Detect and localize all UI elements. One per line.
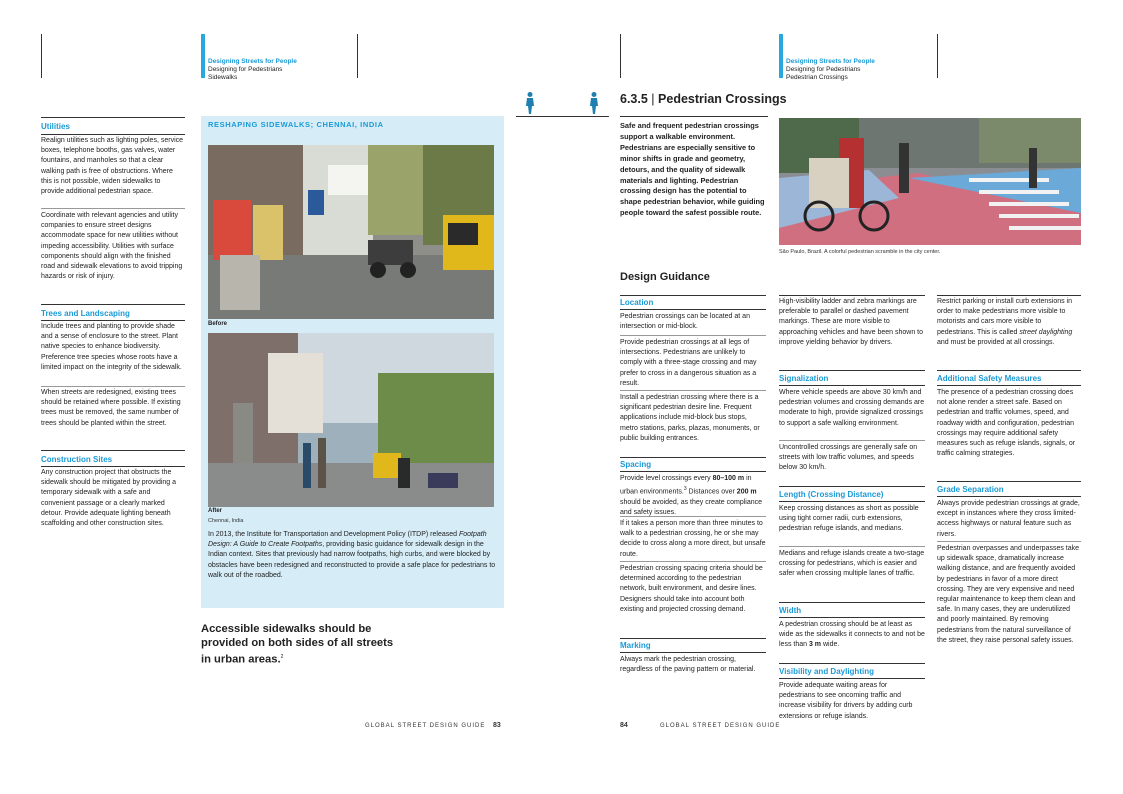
case-study-title: RESHAPING SIDEWALKS; CHENNAI, INDIA (208, 120, 384, 129)
paragraph-divider (41, 208, 185, 209)
section-rule (620, 295, 766, 296)
after-location-caption: Chennai, India (208, 518, 244, 524)
section-number: 6.3.5 (620, 92, 648, 106)
section-rule (620, 652, 766, 653)
spacing-text: should be avoided, as they create compliance and safety issues. (620, 498, 763, 516)
section-rule (779, 370, 925, 371)
case-text-title: Footpath Design: A Guide to Create Footpaths (208, 531, 487, 549)
spacing-paragraph: Pedestrian crossing spacing criteria should be determined according to the pedestrian network, built environment, and desire lines. Designers should take into account both existing and projected crossing demand. (620, 565, 763, 613)
spacing-value: 200 m (736, 488, 757, 496)
spacing-text: Provide level crossings every (620, 475, 713, 482)
spacing-title: Spacing (620, 460, 652, 469)
visibility-paragraph: Provide adequate waiting areas for pedestrians to see oncoming traffic and increase visibility for drivers by adding curb extensions or refuge islands. (779, 682, 913, 720)
section-rule (937, 295, 1081, 296)
utilities-body (41, 136, 185, 201)
safety-body (937, 388, 1081, 463)
section-rule (937, 370, 1081, 371)
pull-quote (201, 622, 401, 667)
intro-text: Safe and frequent pedestrian crossings support a walkable environment. Pedestrians are especially sensitive to minor shifts in grade and geometry, detours, and the quality of sidewalk materials and lighting. Pedestrian crossing design has the potential to shape pedestrian behavior, while guiding people toward the safest possible route. (620, 121, 765, 218)
signalization-paragraph: Where vehicle speeds are above 30 km/h and pedestrian volumes and crossing demands are moderate to high, provide signalized crossings to support a safe walking environment. (779, 389, 925, 427)
paragraph-divider (620, 516, 766, 517)
paragraph-divider (937, 541, 1081, 542)
photo-caption: São Paulo, Brazil. A colorful pedestrian scramble in the city center. (779, 249, 941, 255)
footer-title: GLOBAL STREET DESIGN GUIDE (660, 723, 781, 729)
utilities-paragraph: Coordinate with relevant agencies and utility companies to ensure street designs accommodate space for new utilities without impeding accessibility. Utilities with surface components should align with the finished road and sidewalk elevations to avoid tripping hazards or risk of injury. (41, 212, 183, 281)
gutter-rule (516, 116, 609, 117)
width-text: wide. (821, 641, 840, 649)
section-rule (779, 295, 925, 296)
spacing-paragraph (620, 474, 766, 518)
paragraph-divider (41, 386, 185, 387)
section-rule (620, 638, 766, 639)
margin-line (620, 34, 621, 78)
section-rule (779, 486, 925, 487)
section-rule (779, 678, 925, 679)
location-paragraph: Pedestrian crossings can be located at an intersection or mid-block. (620, 313, 750, 331)
signalization-body-2 (779, 443, 925, 478)
after-photo (208, 333, 494, 507)
signalization-title: Signalization (779, 374, 829, 383)
section-rule (937, 481, 1081, 482)
breadcrumb-level-3: Sidewalks (208, 74, 238, 81)
breadcrumb-level-1: Designing Streets for People (786, 58, 875, 65)
section-rule (41, 466, 185, 467)
pedestrian-icon (588, 92, 600, 119)
location-paragraph: Install a pedestrian crossing where there is a significant pedestrian desire line. Frequent applications include mid-block bus stops, metro stations, parks, plazas, monuments, or public building entrances. (620, 394, 760, 442)
width-paragraph (779, 620, 925, 651)
marking-title: Marking (620, 641, 651, 650)
section-rule (41, 450, 185, 451)
visibility-body (779, 681, 925, 726)
spacing-paragraph: If it takes a person more than three minutes to walk to a pedestrian crossing, he or she may decide to cross along a more direct, but unsafe route. (620, 520, 766, 558)
location-body-3 (620, 393, 766, 448)
signalization-paragraph: Uncontrolled crossings are generally safe on streets with low traffic volumes, and speeds below 30 km/h. (779, 444, 918, 472)
before-label: Before (208, 321, 228, 327)
daylighting-text: Restrict parking or install curb extensions in order to make pedestrians more visible to motorists and cars more visible to pedestrians. This is called (937, 298, 1073, 336)
section-rule (937, 385, 1081, 386)
paragraph-divider (620, 561, 766, 562)
location-body (620, 312, 766, 336)
margin-line (937, 34, 938, 78)
marking-body (620, 655, 766, 679)
section-rule (41, 320, 185, 321)
width-text: A pedestrian crossing should be at least as wide as the sidewalks it connects to and not be less than (779, 621, 925, 649)
section-heading: Pedestrian Crossings (658, 92, 787, 106)
spacing-text: in urban environments. (620, 475, 752, 496)
marking-continued (779, 297, 925, 352)
section-rule (779, 617, 925, 618)
paragraph-divider (779, 440, 925, 441)
visibility-continued (937, 297, 1081, 352)
breadcrumb (208, 58, 297, 82)
footer-title: GLOBAL STREET DESIGN GUIDE (365, 723, 486, 729)
utilities-paragraph: Realign utilities such as lighting poles, service boxes, telephone booths, gas valves, water fountains, and manholes so that a clear walking path is free of obstructions. Where this is not possible, widen sidewalks to provide additional pedestrian space. (41, 137, 184, 196)
section-rule (937, 496, 1081, 497)
spacing-value: 80–100 m (712, 475, 745, 482)
section-rule (620, 457, 766, 458)
section-rule (620, 309, 766, 310)
paragraph-divider (620, 390, 766, 391)
daylighting-term: street daylighting (1019, 328, 1073, 336)
section-rule (779, 385, 925, 386)
trees-paragraph: When streets are redesigned, existing trees should be retained where possible. If existing trees must be removed, the same number of trees should be planted within the street. (41, 389, 181, 427)
grade-title: Grade Separation (937, 485, 1004, 494)
section-rule (779, 602, 925, 603)
trees-title: Trees and Landscaping (41, 309, 130, 318)
utilities-title: Utilities (41, 122, 70, 131)
safety-title: Additional Safety Measures (937, 374, 1042, 383)
section-rule (779, 501, 925, 502)
utilities-body-2 (41, 211, 185, 286)
breadcrumb-level-2: Designing for Pedestrians (786, 66, 861, 73)
paragraph-divider (620, 335, 766, 336)
visibility-paragraph (937, 297, 1081, 348)
width-value: 3 m (808, 641, 822, 649)
spacing-body-3 (620, 564, 766, 619)
length-body (779, 504, 925, 539)
width-title: Width (779, 606, 802, 615)
case-text-part: , providing basic guidance for sidewalk design in the Indian context. Sites that previously had narrow footpaths, high curbs, and were blocked by obstacles have been redesigned and reconstructed to provide a safe place for pedestrians to walk out of the roadbed. (208, 541, 496, 579)
location-title: Location (620, 298, 654, 307)
spacing-text: Distances over (686, 488, 737, 496)
heading-rule (620, 116, 768, 117)
breadcrumb-level-3: Pedestrian Crossings (786, 74, 848, 81)
margin-line (41, 34, 42, 78)
width-body (779, 620, 925, 655)
section-rule (779, 663, 925, 664)
breadcrumb-level-1: Designing Streets for People (208, 58, 297, 65)
safety-paragraph: The presence of a pedestrian crossing does not alone render a street safe. Based on pedestrian and traffic volumes, speed, and roadway width and configuration, pedestrian crossings may require additional safety measures such as refuge islands, signals, or traffic calming strategies. (937, 389, 1076, 458)
length-body-2 (779, 549, 925, 584)
marking-paragraph: High-visibility ladder and zebra markings are preferable to parallel or dashed pavement markings. These are more visible to approaching vehicles and have been shown to improve yielding behavior by drivers. (779, 298, 923, 346)
trees-body (41, 322, 185, 377)
heading-separator: | (651, 92, 655, 106)
page-number: 83 (493, 722, 501, 729)
construction-title: Construction Sites (41, 455, 113, 464)
section-rule (41, 117, 185, 118)
grade-body (937, 499, 1081, 544)
daylighting-text: and must be provided at all crossings. (937, 338, 1055, 346)
spacing-body (620, 474, 766, 522)
length-paragraph: Keep crossing distances as short as possible using tight corner radii, curb extensions, pedestrian refuge islands, and medians. (779, 505, 919, 533)
design-guidance-heading: Design Guidance (620, 271, 710, 283)
location-paragraph: Provide pedestrian crossings at all legs of intersections. Pedestrians are unlikely to comply with a three-stage crossing and may prefer to cross in a dangerous situation as a result. (620, 339, 757, 387)
after-label: After (208, 508, 223, 514)
section-rule (41, 304, 185, 305)
pull-quote-ref: 2 (280, 654, 284, 660)
grade-paragraph: Pedestrian overpasses and underpasses take up sidewalk space, dramatically increase walking distance, and are frequently avoided by pedestrians in favor of a more direct crossing. They are very expensive and need regular maintenance to keep them clean and safe. In many cases, they are underutilized and poorly maintained. By removing pedestrians from the natural surveillance of the street, they raise personal safety issues. (937, 545, 1080, 644)
paragraph-divider (779, 546, 925, 547)
breadcrumb (786, 58, 875, 82)
case-text-part: In 2013, the Institute for Transportation and Development Policy (ITDP) released (208, 531, 458, 538)
construction-paragraph: Any construction project that obstructs the sidewalk should be mitigated by providing a temporary sidewalk with a safe and convenient passage or a clearly marked detour. Provide adequate lighting beneath scaffolding and other construction sites. (41, 469, 177, 528)
accent-bar (779, 34, 783, 78)
signalization-body (779, 388, 925, 433)
margin-line (357, 34, 358, 78)
section-rule (41, 134, 185, 135)
grade-body-2 (937, 544, 1081, 650)
trees-paragraph: Include trees and planting to provide shade and a sense of enclosure to the street. Plant native species to enhance biodiversity. Preference tree species whose roots have a limited impact on the integrity of the sidewalk. (41, 323, 182, 371)
spacing-body-2 (620, 519, 766, 564)
breadcrumb-level-2: Designing for Pedestrians (208, 66, 283, 73)
sao-paulo-photo (779, 118, 1081, 245)
footnote-ref: 3 (683, 486, 687, 493)
construction-body (41, 468, 185, 533)
section-rule (620, 471, 766, 472)
trees-body-2 (41, 388, 185, 433)
length-title: Length (Crossing Distance) (779, 490, 884, 499)
case-study-text (208, 530, 496, 581)
pedestrian-icon (524, 92, 536, 119)
location-body-2 (620, 338, 766, 393)
before-photo (208, 145, 494, 319)
grade-paragraph: Always provide pedestrian crossings at grade, except in instances where they cross limited-access highways or natural feature such as rivers. (937, 500, 1080, 538)
accent-bar (201, 34, 205, 78)
visibility-title: Visibility and Daylighting (779, 667, 874, 676)
page-heading (620, 92, 787, 106)
marking-paragraph: Always mark the pedestrian crossing, regardless of the paving pattern or material. (620, 656, 756, 674)
page-number: 84 (620, 722, 628, 729)
pull-quote-text: Accessible sidewalks should be provided on both sides of all streets in urban areas. (201, 623, 394, 666)
length-paragraph: Medians and refuge islands create a two-stage crossing for pedestrians, which is easier and safer when crossing multiple lanes of traffic. (779, 550, 925, 578)
